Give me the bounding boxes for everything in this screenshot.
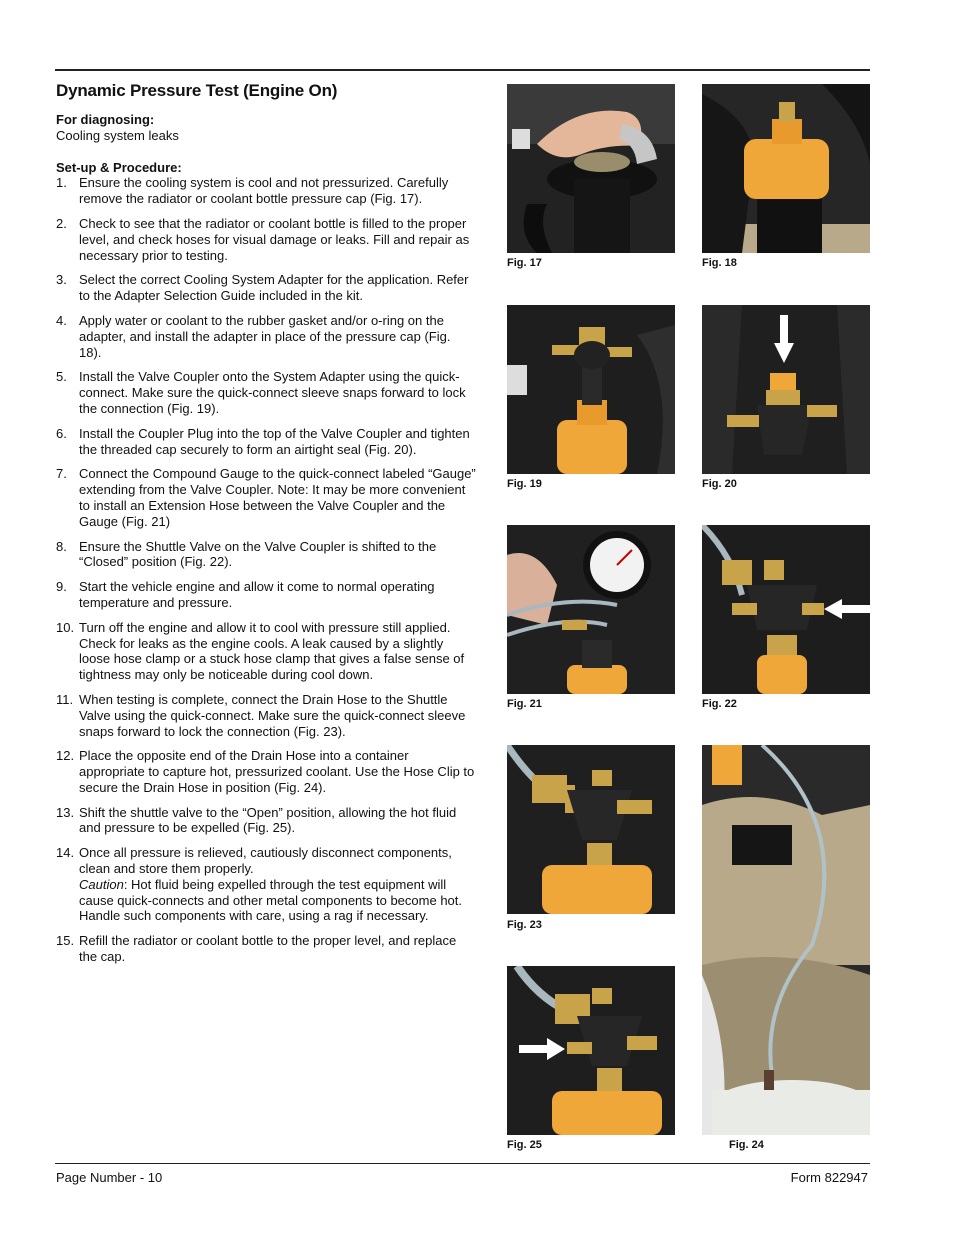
procedure-heading: Set-up & Procedure: [56, 159, 182, 175]
step-item: 1. Ensure the cooling system is cool and not pressurized. Carefully remove the radiator or coolant bottle pressure cap (Fig. 17). [56, 175, 449, 207]
step-item: 12. Place the opposite end of the Drain Hose into a container appropriate to capture hot, pressurized coolant. Use the Hose Clip to secure the Drain Hose in position (Fig. 24). [56, 748, 475, 795]
page-title: Dynamic Pressure Test (Engine On) [56, 81, 338, 100]
fig-18-caption: Fig. 18 [702, 257, 737, 269]
diagnosing-text: Cooling system leaks [56, 127, 179, 143]
fig-20-photo [702, 305, 870, 474]
fig-23-photo [507, 745, 675, 914]
bottom-rule [55, 1163, 870, 1164]
caution-label: Caution [79, 876, 124, 892]
step-item: 2. Check to see that the radiator or coolant bottle is filled to the proper level, and check hoses for visual damage or leaks. Fill and repair as necessary prior to testing. [56, 215, 470, 263]
fig-23-caption: Fig. 23 [507, 919, 542, 931]
step-item: 4. Apply water or coolant to the rubber gasket and/or o-ring on the adapter, and install the adapter in place of the pressure cap (Fig. 18). [56, 312, 451, 360]
step-item: 8. Ensure the Shuttle Valve on the Valve Coupler is shifted to the “Closed” position (Fig. 22). [56, 538, 437, 570]
fig-24-photo [702, 745, 870, 1135]
step-item: 9. Start the vehicle engine and allow it come to normal operating temperature and pressure. [56, 579, 435, 610]
step-item: 6. Install the Coupler Plug into the top of the Valve Coupler and tighten the threaded cap securely to form an airtight seal (Fig. 20). [56, 425, 470, 457]
step-item: 10. Turn off the engine and allow it to cool with pressure still applied. Check for leaks as the engine cools. A leak caused by a slightly loose hose clamp or a stuck hose clamp that gives a false sense of tightness may only be noticeable during cool down. [56, 619, 465, 683]
fig-22-photo [702, 525, 870, 694]
fig-21-photo [507, 525, 675, 694]
fig-22-caption: Fig. 22 [702, 698, 737, 710]
fig-25-caption: Fig. 25 [507, 1139, 542, 1151]
step-item: 11. When testing is complete, connect the Drain Hose to the Shuttle Valve using the quick-connect. Make sure the quick-connect sleeve snaps forward to lock the connection (Fig. 23). [56, 691, 466, 739]
fig-24-caption: Fig. 24 [729, 1139, 764, 1151]
top-rule [55, 69, 870, 71]
fig-19-photo [507, 305, 675, 474]
procedure-steps [56, 175, 476, 964]
diagnosing-heading: For diagnosing: [56, 112, 155, 127]
fig-21-caption: Fig. 21 [507, 698, 542, 710]
step-item: 3. Select the correct Cooling System Adapter for the application. Refer to the Adapter Selection Guide included in the kit. [56, 272, 469, 304]
form-number: Form 822947 [790, 1170, 868, 1185]
caution-text: : Hot fluid being expelled through the test equipment will cause quick-connects and other metal components to become hot. Handle such components with care, using a rag if necessary. [79, 876, 462, 924]
page-number: Page Number - 10 [56, 1170, 163, 1185]
step-item: 5. Install the Valve Coupler onto the System Adapter using the quick-connect. Make sure the quick-connect sleeve snaps forward to lock the connection (Fig. 19). [56, 369, 466, 416]
fig-17-photo [507, 84, 675, 253]
fig-17-caption: Fig. 17 [507, 257, 542, 269]
step-item: 13. Shift the shuttle valve to the “Open” position, allowing the hot fluid and pressure to be expelled (Fig. 25). [56, 804, 457, 836]
fig-25-photo [507, 966, 675, 1135]
fig-19-caption: Fig. 19 [507, 478, 542, 490]
instructions-column [56, 112, 476, 974]
step-item: 14. Once all pressure is relieved, cautiously disconnect components, clean and store them properly. Caution: Hot fluid being expelled through the test equipment will cause quick-connects and other metal components to become hot. Handle such components with care, using a rag if necessary. [56, 845, 462, 924]
fig-18-photo [702, 84, 870, 253]
step-item: 15. Refill the radiator or coolant bottle to the proper level, and replace the cap. [56, 933, 457, 965]
step-item: 7. Connect the Compound Gauge to the quick-connect labeled “Gauge” extending from the Valve Coupler. Note: It may be more convenient to install an Extension Hose between the Valve Coupler and the Gauge (Fig. 21) [56, 466, 476, 529]
fig-20-caption: Fig. 20 [702, 478, 737, 490]
